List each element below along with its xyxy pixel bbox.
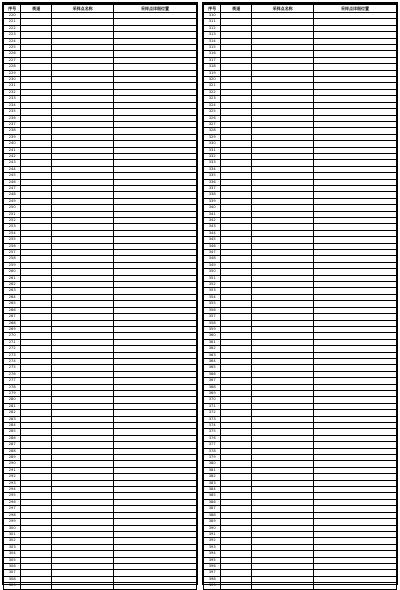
row-number: 368 [204,384,221,390]
row-number: 232 [4,89,21,95]
row-number: 285 [4,429,21,435]
row-number: 372 [204,410,221,416]
row-number: 237 [4,121,21,127]
row-number: 239 [4,134,21,140]
row-number: 349 [204,262,221,268]
row-number: 282 [4,410,21,416]
row-number: 234 [4,102,21,108]
row-number: 293 [4,480,21,486]
row-number: 367 [204,378,221,384]
row-number: 221 [4,19,21,25]
row-number: 289 [4,455,21,461]
row-number: 336 [204,179,221,185]
row-number: 364 [204,358,221,364]
row-number: 366 [204,371,221,377]
row-number: 388 [204,512,221,518]
row-number: 339 [204,198,221,204]
row-number: 371 [204,403,221,409]
row-number: 386 [204,499,221,505]
row-number: 312 [204,25,221,31]
right-table [203,4,397,590]
row-number: 356 [204,307,221,313]
row-number: 362 [204,346,221,352]
row-number: 376 [204,435,221,441]
row-number: 327 [204,121,221,127]
row-number: 269 [4,326,21,332]
row-number: 396 [204,563,221,569]
row-number: 265 [4,301,21,307]
row-number: 275 [4,365,21,371]
row-number: 392 [204,538,221,544]
row-number: 325 [204,109,221,115]
row-number: 333 [204,160,221,166]
header-no: 序号 [4,5,21,13]
row-number: 378 [204,448,221,454]
row-number: 240 [4,141,21,147]
row-number: 261 [4,275,21,281]
row-number: 303 [4,544,21,550]
row-number: 334 [204,166,221,172]
row-number: 343 [204,224,221,230]
row-number: 273 [4,352,21,358]
right-header-row [204,5,397,13]
row-number: 278 [4,384,21,390]
row-number: 271 [4,339,21,345]
row-number: 235 [4,109,21,115]
row-number: 292 [4,474,21,480]
left-header-row [4,5,197,13]
row-number: 330 [204,141,221,147]
left-panel [2,2,198,588]
header-site-name: 采样点名称 [252,5,314,13]
row-number: 291 [4,467,21,473]
row-number: 290 [4,461,21,467]
row-number: 357 [204,314,221,320]
left-table [3,4,197,590]
row-number: 288 [4,448,21,454]
row-number: 224 [4,38,21,44]
row-number: 374 [204,423,221,429]
row-number: 279 [4,390,21,396]
row-number: 319 [204,70,221,76]
row-number: 248 [4,192,21,198]
row-number: 295 [4,493,21,499]
row-number: 381 [204,467,221,473]
right-table-body [204,13,397,590]
left-table-body [4,13,197,590]
row-number: 341 [204,211,221,217]
row-number: 244 [4,166,21,172]
street-cell [21,583,52,589]
row-number: 321 [204,83,221,89]
row-number: 276 [4,371,21,377]
row-number: 375 [204,429,221,435]
header-site-address: 采样点详细位置 [113,5,196,13]
right-panel [202,2,398,588]
row-number: 270 [4,333,21,339]
row-number: 281 [4,403,21,409]
row-number: 264 [4,294,21,300]
row-number: 301 [4,531,21,537]
row-number: 354 [204,294,221,300]
row-number: 241 [4,147,21,153]
row-number: 307 [4,570,21,576]
row-number: 382 [204,474,221,480]
row-number: 387 [204,506,221,512]
row-number: 360 [204,333,221,339]
row-number: 361 [204,339,221,345]
row-number: 391 [204,531,221,537]
site-name-cell [52,583,114,589]
row-number: 379 [204,455,221,461]
row-number: 323 [204,96,221,102]
row-number: 226 [4,51,21,57]
row-number: 306 [4,563,21,569]
row-number: 395 [204,557,221,563]
row-number: 370 [204,397,221,403]
row-number: 365 [204,365,221,371]
row-number: 310 [204,13,221,19]
row-number: 277 [4,378,21,384]
row-number: 359 [204,326,221,332]
row-number: 299 [4,519,21,525]
row-number: 318 [204,64,221,70]
row-number: 399 [204,583,221,589]
row-number: 268 [4,320,21,326]
row-number: 393 [204,544,221,550]
row-number: 296 [4,499,21,505]
row-number: 251 [4,211,21,217]
row-number: 238 [4,128,21,134]
row-number: 347 [204,250,221,256]
row-number: 249 [4,198,21,204]
row-number: 397 [204,570,221,576]
row-number: 311 [204,19,221,25]
row-number: 257 [4,250,21,256]
street-cell [221,583,252,589]
row-number: 309 [4,583,21,589]
row-number: 231 [4,83,21,89]
row-number: 245 [4,173,21,179]
header-street: 街道 [221,5,252,13]
row-number: 373 [204,416,221,422]
row-number: 340 [204,205,221,211]
row-number: 317 [204,57,221,63]
row-number: 324 [204,102,221,108]
row-number: 247 [4,185,21,191]
row-number: 384 [204,487,221,493]
row-number: 342 [204,218,221,224]
row-number: 390 [204,525,221,531]
row-number: 320 [204,77,221,83]
row-number: 242 [4,153,21,159]
row-number: 227 [4,57,21,63]
row-number: 253 [4,224,21,230]
row-number: 230 [4,77,21,83]
row-number: 283 [4,416,21,422]
row-number: 358 [204,320,221,326]
row-number: 258 [4,256,21,262]
row-number: 326 [204,115,221,121]
header-site-name: 采样点名称 [52,5,114,13]
row-number: 353 [204,288,221,294]
row-number: 345 [204,237,221,243]
row-number: 377 [204,442,221,448]
header-site-address: 采样点详细位置 [313,5,396,13]
table-row [4,583,197,589]
row-number: 314 [204,38,221,44]
site-address-cell [113,583,196,589]
row-number: 262 [4,282,21,288]
row-number: 316 [204,51,221,57]
row-number: 297 [4,506,21,512]
row-number: 380 [204,461,221,467]
row-number: 254 [4,230,21,236]
row-number: 229 [4,70,21,76]
row-number: 304 [4,551,21,557]
row-number: 272 [4,346,21,352]
header-street: 街道 [21,5,52,13]
row-number: 294 [4,487,21,493]
row-number: 332 [204,153,221,159]
row-number: 352 [204,282,221,288]
row-number: 286 [4,435,21,441]
row-number: 256 [4,243,21,249]
row-number: 308 [4,576,21,582]
row-number: 331 [204,147,221,153]
row-number: 383 [204,480,221,486]
row-number: 260 [4,269,21,275]
row-number: 228 [4,64,21,70]
row-number: 274 [4,358,21,364]
row-number: 223 [4,32,21,38]
row-number: 225 [4,45,21,51]
row-number: 266 [4,307,21,313]
row-number: 280 [4,397,21,403]
row-number: 300 [4,525,21,531]
row-number: 398 [204,576,221,582]
row-number: 394 [204,551,221,557]
site-address-cell [313,583,396,589]
row-number: 305 [4,557,21,563]
row-number: 350 [204,269,221,275]
row-number: 250 [4,205,21,211]
row-number: 369 [204,390,221,396]
row-number: 348 [204,256,221,262]
row-number: 287 [4,442,21,448]
row-number: 222 [4,25,21,31]
table-row [204,583,397,589]
row-number: 267 [4,314,21,320]
row-number: 313 [204,32,221,38]
row-number: 346 [204,243,221,249]
row-number: 335 [204,173,221,179]
row-number: 338 [204,192,221,198]
row-number: 255 [4,237,21,243]
row-number: 252 [4,218,21,224]
row-number: 337 [204,185,221,191]
row-number: 236 [4,115,21,121]
row-number: 246 [4,179,21,185]
row-number: 328 [204,128,221,134]
row-number: 389 [204,519,221,525]
row-number: 351 [204,275,221,281]
row-number: 220 [4,13,21,19]
header-no: 序号 [204,5,221,13]
row-number: 233 [4,96,21,102]
row-number: 259 [4,262,21,268]
row-number: 344 [204,230,221,236]
row-number: 363 [204,352,221,358]
row-number: 355 [204,301,221,307]
row-number: 302 [4,538,21,544]
row-number: 243 [4,160,21,166]
row-number: 284 [4,423,21,429]
row-number: 329 [204,134,221,140]
row-number: 322 [204,89,221,95]
site-name-cell [252,583,314,589]
row-number: 385 [204,493,221,499]
row-number: 263 [4,288,21,294]
row-number: 315 [204,45,221,51]
row-number: 298 [4,512,21,518]
